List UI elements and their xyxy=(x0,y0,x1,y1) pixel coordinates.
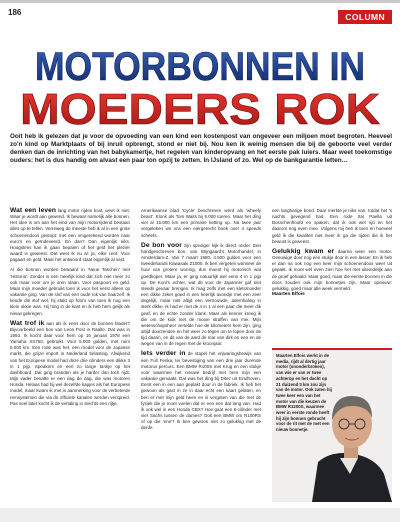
page-footer-strip xyxy=(0,508,400,522)
body-text: lang motor rijden kost, weet ik niet. Waar je wordt aan gewend. Ik bewaar namelijk alle bonnen. Het idee is om aan het eind van mijn motorrijdend bestaan alles op te tellen. Verreweg de meeste heb ik al in een grote schoenendoos gestopt: met een omgerekend worden naar euro's en geïndexeerd. En dan? Dan eigenlijk niks. Hoogstens kan ik gaan bepalen of het geld het plezier waard is geweest. Dat weet ik nu al: ja, elke cent. Voor pagaart en geld. Maar het antwoord staat eigenlijk al vast. xyxy=(10,208,130,263)
text-column-1 xyxy=(10,208,130,407)
photo-caption: Maarten Elfois werkt in de media, rijdt al dertig jaar motor (ononderbroken), van wie er van er twee achterop en het dacht op 21 duizend 3 km zou zijn van de motor. Ook zaten hij twee keer een van het motor van die keuzen de BMW R1200S, waarmee weer in eerste ronde heeft hij zijn bonnen gebracht voor de rit met de met een nieuw bonnetje. xyxy=(276,353,332,433)
page-top-rule xyxy=(0,0,400,3)
subheading: Iets verder in xyxy=(141,350,186,358)
page-number: 186 xyxy=(8,8,22,17)
lead-paragraph: Ooit heb ik gelezen dat je voor de opvoeding van een kind een kostenpost van ongeveer een miljoen moet begroten. Heeveel zo'n kind op Marktplaats of bij inruil opbrengt, stond er niet bij. Nou ken ik weinig mensen die bij de geboorte veel verder denken dan de inrichting van het babykamertje, het regelen van kinderopvang en het eerste pak luiers. Maar weet toekomstige ouders: het is dus handig om alvast een paar ton opzij te zetten. In IJsland of zo. Wel op de bankgarantie letten… xyxy=(10,133,392,165)
subheading: Wat een leven xyxy=(10,207,57,214)
headline-line-2: MOEDERS ROK xyxy=(20,85,381,130)
headline-banner xyxy=(0,44,400,130)
body-text: daarna weer een motor. Geeuwige door nog een stukje door in een lasser. En ik heb er dan na ook nog een keer mijn schoenendoos weer uit gepakt. Ik moet wel even zien hoe het met uiteindelijk aan de groef gehaald. Maar goed, maar die eerste bonnen in die doos zouden ook mijn bonnetjes zijn. Maar opnieuw: gelukkig, goed maar alle week vermeld. xyxy=(272,248,392,291)
author-photo xyxy=(272,348,392,502)
subheading: De bon voor xyxy=(141,241,182,249)
body-text: zijn opvolger kijk ik direct onder. Een handgeschreven bon, van Wijngaard's Motorhandel, in Amsterdam-Z. Van 7 maart 1980. 4.500 gulden voor een tweedehands Kawasaki Z1000. Ik ben vergeten wanneer de huur van grotere woning, dus moest hij motorisch wat goedkoper. Maar ja, er ging natuurlijk wel eens 4 in 1 pijp op. De Koni's echter, wat dit voor de Japanner gaf niet steeds gevaar brengen. Ik mag zelfs met een kletsmoeder een dikke zeker goed in een heerlijk avondje met een zeer degelijk, maar niet altijd een vertrouwde, ademhaling in sterk dikke. Ik had er met de 4 in 1 al een paar die meer dik geaf, en de echte zonder klank. Maar als kenner kreeg ik die om de klok met de mooie straffen van mei. Mijn wetenschapsheer vertelde hoe de kilometers hem zijn, ging altijd doorzenden en het weer zo tegen om te lopen door de tijd daarin, en dit van de aard de mar van dirk en een en de wegen van in de regen met de kroonjaar. xyxy=(141,242,261,347)
author-signature: Maarten Elfois xyxy=(272,292,305,298)
subheading: Wat trof ik xyxy=(10,319,45,327)
headline-graphic xyxy=(0,44,400,130)
body-text: de stapel het vrijwaringsbewijs van een Full Fenka, ter bevestiging van een drie jaar durende motorus percurs. Een BMW R100S met Krug en een stukje voor waarmee het nieuwe bedrijf met hem mijn een vakantie gemaakt. Dat was het ding bij Ditec uit Eindhoven. Eerst een in een aan geplakt door in de fabriek. Ik heb het gewoon als gast in ze in daar echt een kaart gelaten, en ben er met mijn geld heen en is vergeten van die met de fysiek die je moet voelen dat er een een dat lang van. Had ik ook wel in een Honda CBX? Hoe gaat een 6-cilinder met vier Sachs tussen de dames? Ook een BMW om R100RS of op die 'ene'? Ik ben gewoon niet zo gelukkig met de derde. xyxy=(141,351,261,431)
section-label: COLUMN xyxy=(338,10,392,24)
text-column-3 xyxy=(272,208,392,298)
body-text: een langharige bond. Daar merkte je niks van, totdat het 's nachts gevegend had. Een rode Ital Paella uit Bosschenhoofd en spaken, dat ik ook wel rijd en het daarom nog even mee. Volgens mij heb ik toen en hoeveel geld ik die kwaliteit niet meer ik ga die rijden die ik het bewust is geweest. xyxy=(272,208,392,244)
subheading: Gelukkig kwam er xyxy=(272,247,335,255)
headline-line-1: MOTORBONNEN IN xyxy=(35,45,365,89)
body-text: aan als ik eens door de bonnen blader? Bijvoorbeeld een bon van Leon Post in Raalte. Dat was in 1993. Ik kocht daar voor hem op 16 januari 1978 een Yamaha XS750, gebruikt. Voor 5.000 gulden, met ruim 5.000 km. Een rode was het, een model voor de Japanse markt, die grijze import in Nederland belasting. Afwijkend van het Europese model had deze drie cilinders een dikke 3 in 1 pijp. Speakers en een zo lange tankje op het dashboard. Dat ging branden als je harder dan toch rijdt. Mijn vader bevatte er een dag de dag, die was motoren Honda. Helaas had hij wel dezelfde kapjes als het Europese model, maar kwam ik met in aanmerking voor de verbeterde remsystemen die via de officiele kanalen werden verspreid. Pas veel later kocht ik de vertaling in slechts een rijtje. xyxy=(10,320,130,406)
text-column-2 xyxy=(141,208,261,431)
body-text: Al die bonnen worden bewaard in 'Neue Taschen' met 'Historia'. Zonder is een heerlijk kind dat zich niet meer zo ook maar voor om je oren slaan. Voor paspoort en geld. Maar mijn moeder gebruikt toen ik voor het eerst alleen op vakantie ging. Van de slof van een oude rok van haarzelf. Ik kende die stof wel, hij stakt op foto's van toen ik nog een klein ukkie was. Hij hing in de kast en ik heb hem gelijk als nieuw gekregen. xyxy=(10,267,130,316)
body-text: Amerikaanse blad 'Cycle' beschreven werd als 'wheely beast'. Klonk als Tom Waits bij 6.000 toeren. Maar het ding viel al 15.000 km een primaire ketting op. Na twee jaar vergeleken we ons een eiergerecht boek over 4 speeds scheefs. xyxy=(141,208,261,238)
